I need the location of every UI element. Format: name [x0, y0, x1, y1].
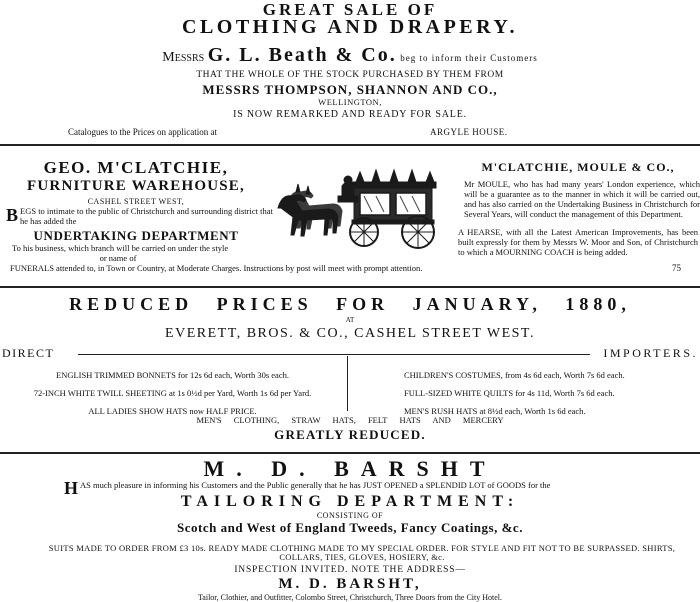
ad4-has-text: AS much pleasure in informing his Customers and the Public generally that he has JUST OPENED a SPLENDID LOT of GOODS for the [80, 480, 551, 490]
ad2-funerals: FUNERALS attended to, in Town or Country, at Moderate Charges. Instructions by post will meet with prompt attention. [10, 263, 423, 273]
ad-barsht [0, 454, 700, 601]
ad1-line3: WELLINGTON, [318, 97, 382, 107]
ad4-goods: Scotch and West of England Tweeds, Fancy Coatings, &c. [177, 520, 523, 535]
ad2-begs-text: EGS to intimate to the public of Christchurch and surrounding district that he has added the [20, 206, 273, 226]
ad2-business: FURNITURE WAREHOUSE, [27, 178, 245, 194]
ad2-drop-cap: B [6, 205, 19, 225]
list-item: ALL LADIES SHOW HATS now HALF PRICE. [88, 406, 257, 416]
ad1-firm: G. L. Beath & Co. [207, 44, 397, 66]
ad2-street: CASHEL STREET WEST, [87, 197, 185, 206]
ad1-title: GREAT SALE OF [262, 0, 438, 19]
ad1-firm-tail: beg to inform their Customers [400, 53, 538, 63]
list-item: 72-INCH WHITE TWILL SHEETING at 1s 0½d per Yard, Worth 1s 6d per Yard. [33, 388, 312, 398]
ad3-headline: REDUCED PRICES FOR JANUARY, 1880, [69, 294, 631, 314]
ad4-consisting: CONSISTING OF [316, 511, 384, 520]
ad3-direct: DIRECT [2, 346, 55, 360]
ad4-name: M. D. BARSHT [203, 456, 497, 481]
list-item: CHILDREN'S COSTUMES, from 4s 6d each, Worth 7s 6d each. [404, 370, 625, 380]
ad3-right-list [404, 366, 700, 420]
ad2-firm: M'CLATCHIE, MOULE & CO., [481, 160, 675, 174]
ad4-drop-cap: H [64, 478, 79, 498]
ad1-messrs: Messrs [162, 50, 205, 65]
list-item: MEN'S RUSH HATS at 8½d each, Worth 1s 6d each. [404, 406, 586, 416]
ad-mclatchie [0, 146, 700, 286]
ad2-his-business [12, 243, 280, 263]
ad3-hr [78, 354, 590, 355]
ad1-subtitle: CLOTHING AND DRAPERY. [182, 16, 518, 38]
ad2-hearse-text: A HEARSE, with all the Latest American Improvements, has been built expressly for them by Messrs W. Moor and Son, of Christchurch to which a MOURNING COACH is being added. [458, 227, 698, 257]
ad3-left-list [0, 366, 345, 420]
ad-reduced-prices [0, 288, 700, 452]
ad3-column-divider [347, 356, 348, 411]
hearse-illustration [272, 156, 452, 256]
ad3-firm: EVERETT, BROS. & CO., CASHEL STREET WEST. [165, 326, 535, 341]
ad4-address: Tailor, Clothier, and Outfitter, Colombo Street, Christchurch, Three Doors from the City Hotel. [197, 593, 503, 602]
ad2-moule-text: Mr MOULE, who has had many years' London experience, which will be a guarantee as to the manner in which it will be carried out, and has also carried on the Undertaking Business in Christchurch for Several Years, will conduct the management of this Department. [464, 179, 700, 219]
ad3-mens: MEN'S CLOTHING, STRAW HATS, FELT HATS AND MERCERY [196, 415, 504, 425]
ad1-line2: MESSRS THOMPSON, SHANNON AND CO., [202, 82, 498, 97]
ad1-line4: IS NOW REMARKED AND READY FOR SALE. [233, 109, 467, 120]
list-item: FULL-SIZED WHITE QUILTS for 4s 11d, Worth 7s 6d each. [404, 388, 615, 398]
ad4-name-footer: M. D. BARSHT, [278, 576, 422, 592]
ad1-firm-line [0, 44, 700, 67]
ad2-his-line1: To his business, which branch will be carried on under the style [12, 243, 229, 253]
ad1-line1: THAT THE WHOLE OF THE STOCK PURCHASED BY THEM FROM [196, 70, 504, 80]
ad2-his-line2: or name of [99, 253, 137, 263]
ad4-department: TAILORING DEPARTMENT: [180, 493, 520, 510]
list-item: ENGLISH TRIMMED BONNETS for 12s 6d each, Worth 30s each. [56, 370, 289, 380]
ad2-department: UNDERTAKING DEPARTMENT [33, 228, 239, 243]
ad4-suits: SUITS MADE TO ORDER FROM £3 10s. READY MADE CLOTHING MADE TO MY SPECIAL ORDER. FOR STYLE AND FIT NOT TO BE SURPASSED. SHIRTS, COLLARS, TIES, GLOVES, HOSIERY, &c. [48, 543, 676, 562]
ad3-reduced: GREATLY REDUCED. [274, 427, 426, 442]
ad4-inspection: INSPECTION INVITED. NOTE THE ADDRESS— [234, 565, 466, 575]
ad2-ref-number: 75 [672, 263, 681, 273]
ad2-begs-paragraph [6, 206, 274, 226]
ad1-catalogues: Catalogues to the Prices on application at [68, 127, 217, 137]
ad3-at: AT [345, 316, 355, 324]
ad2-name: GEO. M'CLATCHIE, [43, 158, 229, 177]
ad3-importers: IMPORTERS. [603, 346, 698, 360]
ad-great-sale [0, 0, 700, 144]
ad1-house: ARGYLE HOUSE. [430, 127, 508, 137]
